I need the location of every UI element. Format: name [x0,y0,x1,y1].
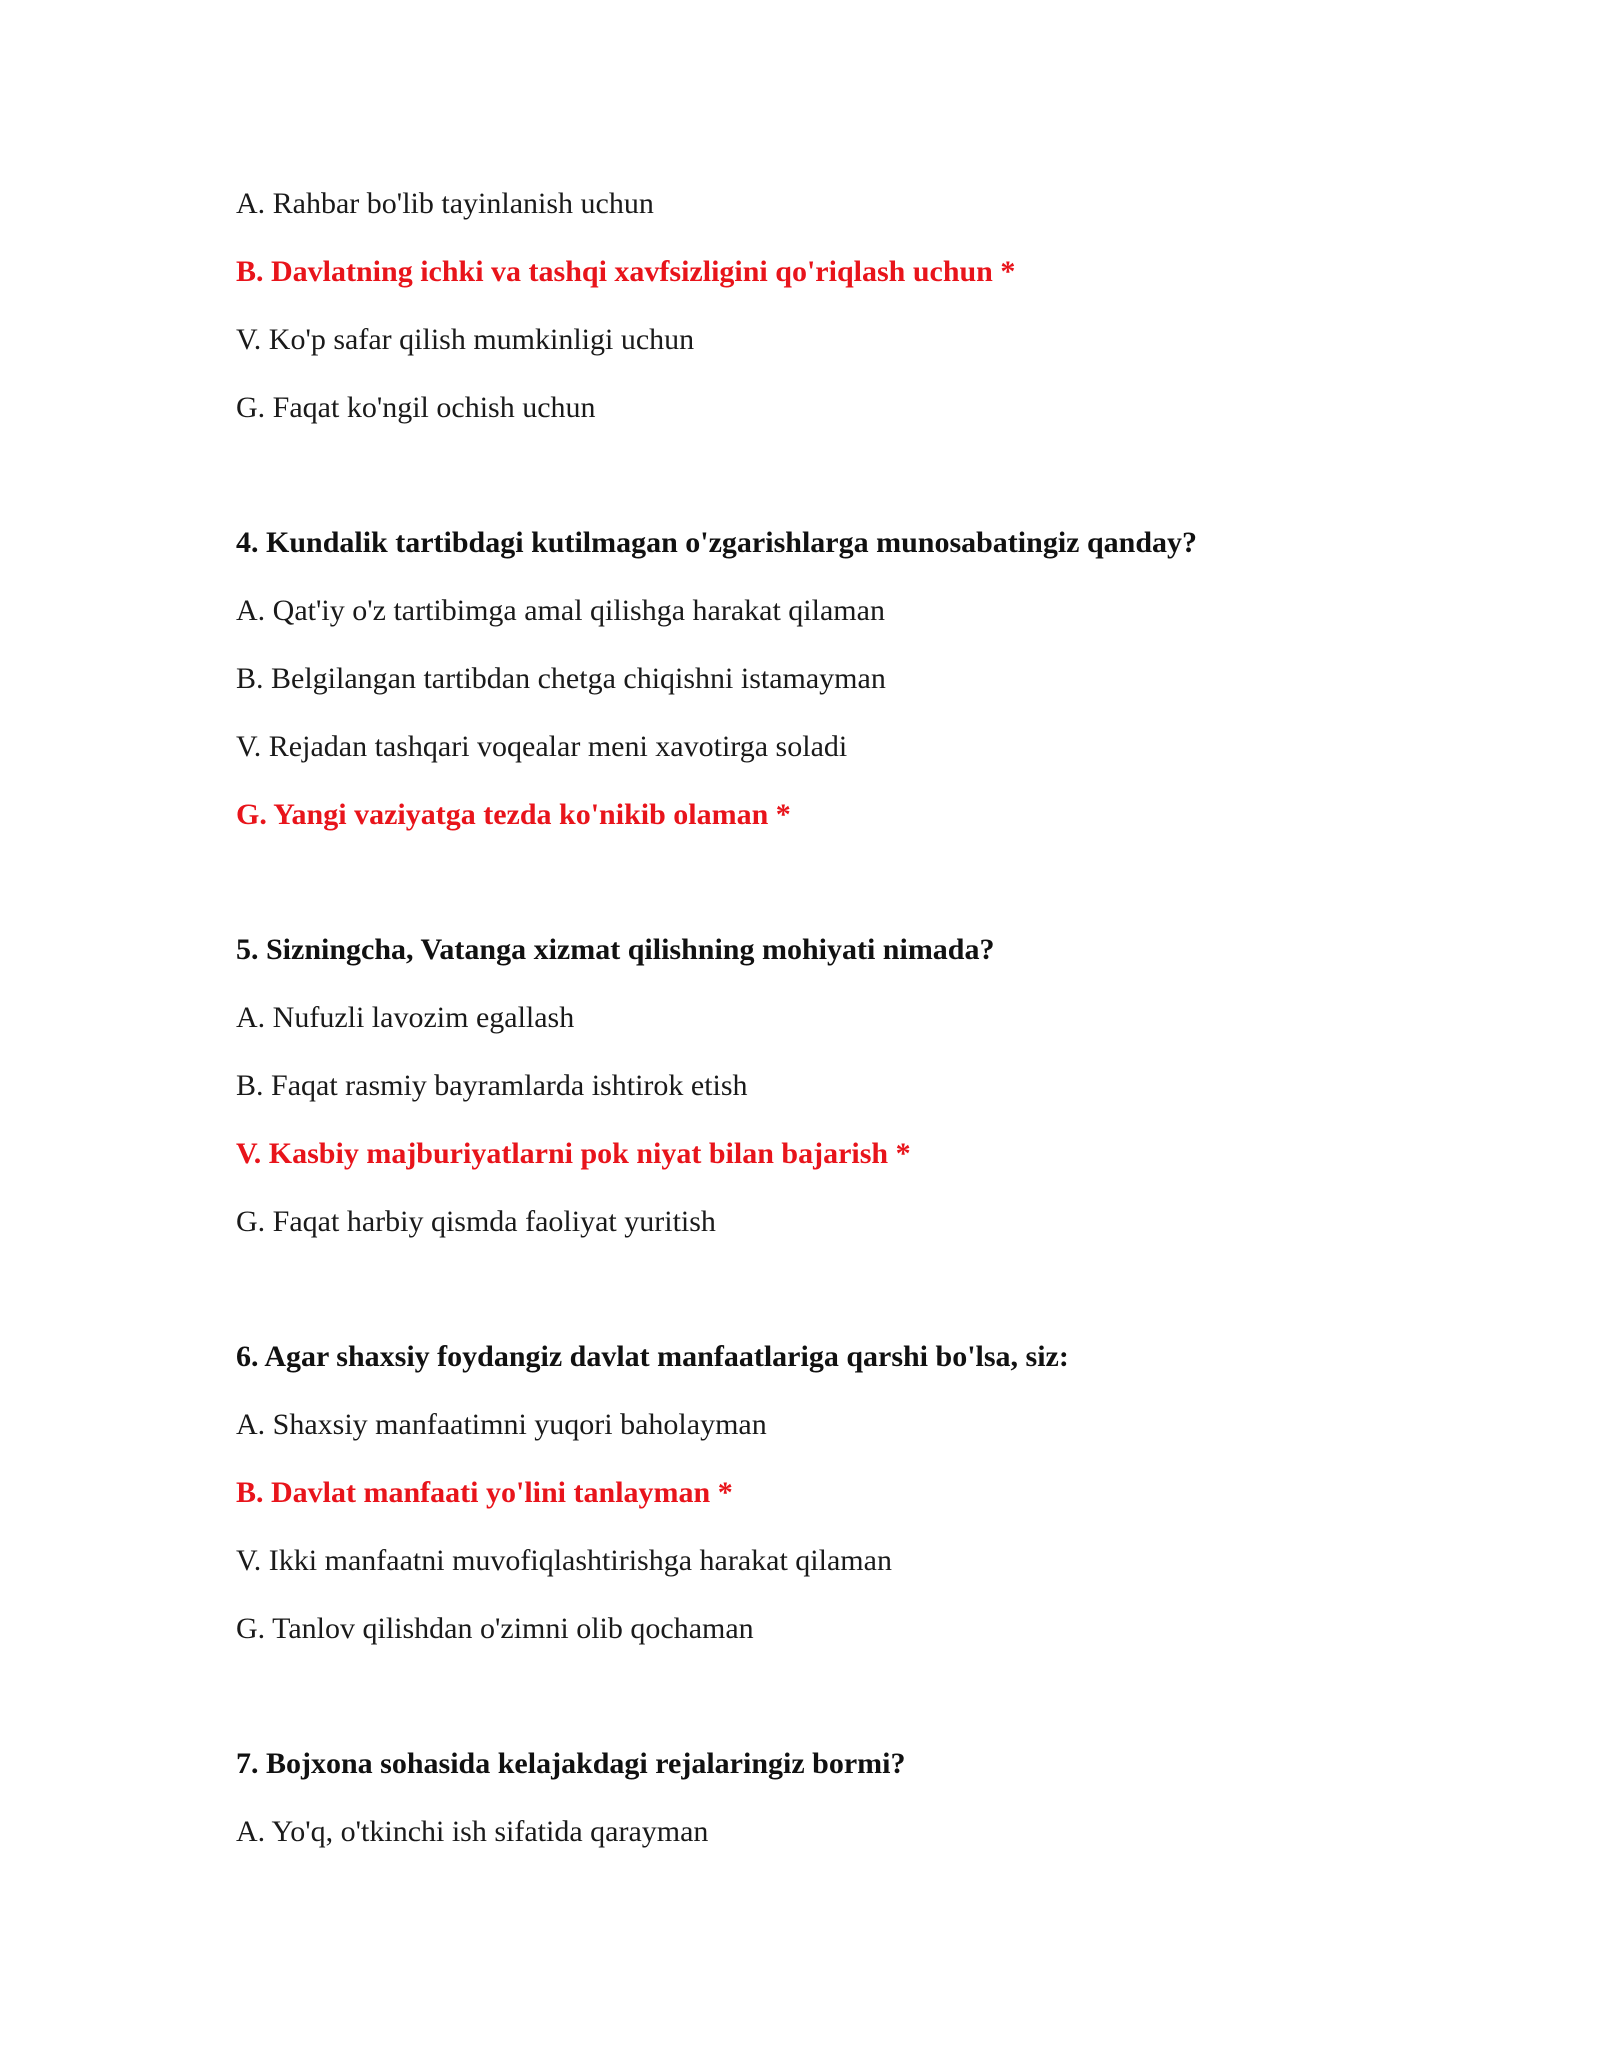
option-line: A. Qat'iy o'z tartibimga amal qilishga harakat qilaman [236,594,885,627]
option-line: A. Nufuzli lavozim egallash [236,1001,575,1034]
option-line: A. Shaxsiy manfaatimni yuqori baholayman [236,1408,767,1441]
question-text: 4. Kundalik tartibdagi kutilmagan o'zgarishlarga munosabatingiz qanday? [236,526,1198,559]
option-line: B. Belgilangan tartibdan chetga chiqishni istamayman [236,662,886,695]
option-line: V. Ikki manfaatni muvofiqlashtirishga harakat qilaman [236,1544,892,1577]
question-block [236,525,1416,833]
block-spacer [236,458,1416,525]
option-line: V. Rejadan tashqari voqealar meni xavotirga soladi [236,730,848,763]
question-text: 7. Bojxona sohasida kelajakdagi rejalaringiz bormi? [236,1747,906,1780]
option-line-correct: G. Yangi vaziyatga tezda ko'nikib olaman * [236,798,791,831]
option-line: B. Faqat rasmiy bayramlarda ishtirok etish [236,1069,748,1102]
question-block [236,186,1416,426]
option-line-correct: V. Kasbiy majburiyatlarni pok niyat bilan bajarish * [236,1137,911,1170]
option-line: G. Faqat harbiy qismda faoliyat yuritish [236,1205,716,1238]
question-text: 5. Sizningcha, Vatanga xizmat qilishning mohiyati nimada? [236,933,995,966]
quiz-content [236,186,1416,1882]
option-line: A. Yo'q, o'tkinchi ish sifatida qarayman [236,1815,709,1848]
option-line: A. Rahbar bo'lib tayinlanish uchun [236,187,654,220]
block-spacer [236,1272,1416,1339]
option-line-correct: B. Davlatning ichki va tashqi xavfsizligini qo'riqlash uchun * [236,255,1016,288]
question-block [236,932,1416,1240]
question-block [236,1746,1416,1850]
question-text: 6. Agar shaxsiy foydangiz davlat manfaatlariga qarshi bo'lsa, siz: [236,1340,1069,1373]
option-line: V. Ko'p safar qilish mumkinligi uchun [236,323,695,356]
option-line: G. Faqat ko'ngil ochish uchun [236,391,596,424]
block-spacer [236,865,1416,932]
question-block [236,1339,1416,1647]
option-line: G. Tanlov qilishdan o'zimni olib qochaman [236,1612,754,1645]
option-line-correct: B. Davlat manfaati yo'lini tanlayman * [236,1476,733,1509]
block-spacer [236,1679,1416,1746]
